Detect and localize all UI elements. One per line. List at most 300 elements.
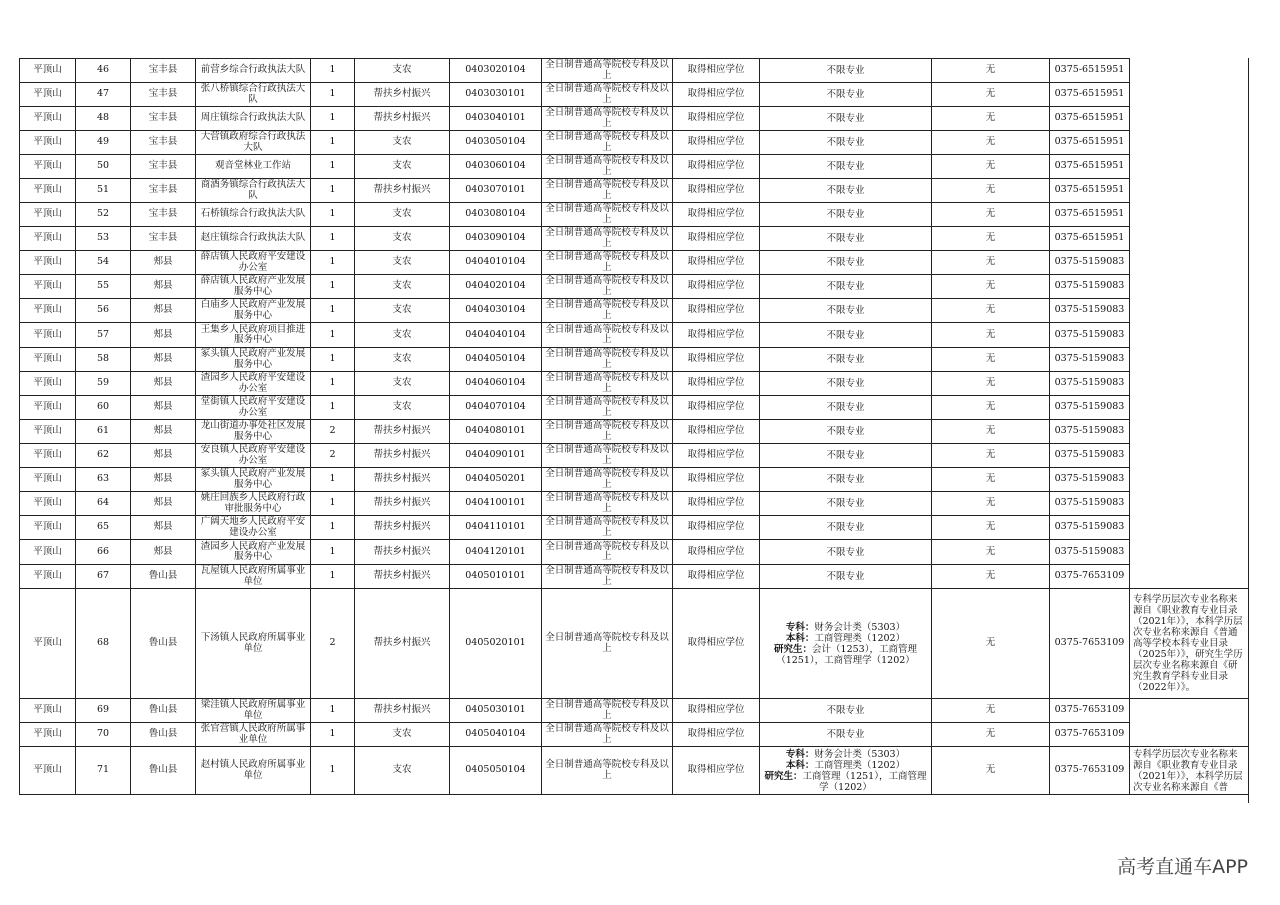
row-number-cell: 46	[76, 59, 131, 83]
county-cell: 宝丰县	[131, 155, 196, 179]
row-number-cell: 62	[76, 444, 131, 468]
row-number-cell: 71	[76, 747, 131, 795]
degree-cell: 取得相应学位	[673, 747, 760, 795]
other-requirement-cell: 无	[932, 299, 1050, 323]
education-cell: 全日制普通高等院校专科及以上	[542, 275, 673, 299]
post-type-cell: 帮扶乡村振兴	[355, 107, 450, 131]
education-cell: 全日制普通高等院校专科及以上	[542, 83, 673, 107]
other-requirement-cell: 无	[932, 468, 1050, 492]
post-type-cell: 帮扶乡村振兴	[355, 83, 450, 107]
row-number-cell: 64	[76, 492, 131, 516]
degree-cell: 取得相应学位	[673, 723, 760, 747]
other-requirement-cell: 无	[932, 59, 1050, 83]
degree-cell: 取得相应学位	[673, 420, 760, 444]
note-cell	[1130, 565, 1248, 589]
table-row	[20, 699, 1248, 723]
headcount-cell: 1	[311, 747, 355, 795]
education-cell: 全日制普通高等院校专科及以上	[542, 396, 673, 420]
phone-cell: 0375-5159083	[1050, 444, 1130, 468]
education-cell: 全日制普通高等院校专科及以上	[542, 179, 673, 203]
county-cell: 郏县	[131, 420, 196, 444]
unit-name-cell: 前营乡综合行政执法大队	[196, 59, 311, 83]
degree-cell: 取得相应学位	[673, 275, 760, 299]
note-cell	[1130, 299, 1248, 323]
table-row	[20, 468, 1248, 492]
post-code-cell: 0405010101	[450, 565, 542, 589]
county-cell: 宝丰县	[131, 83, 196, 107]
major-cell: 不限专业	[760, 107, 932, 131]
major-cell: 不限专业	[760, 251, 932, 275]
headcount-cell: 1	[311, 323, 355, 348]
major-cell: 不限专业	[760, 299, 932, 323]
table-body	[20, 59, 1248, 795]
table-row	[20, 251, 1248, 275]
note-cell	[1130, 227, 1248, 251]
degree-cell: 取得相应学位	[673, 83, 760, 107]
phone-cell: 0375-5159083	[1050, 251, 1130, 275]
unit-name-cell: 观音堂林业工作站	[196, 155, 311, 179]
major-cell: 不限专业	[760, 420, 932, 444]
table-row	[20, 131, 1248, 155]
county-cell: 郏县	[131, 444, 196, 468]
education-cell: 全日制普通高等院校专科及以上	[542, 299, 673, 323]
unit-name-cell: 石桥镇综合行政执法大队	[196, 203, 311, 227]
row-number-cell: 61	[76, 420, 131, 444]
unit-name-cell: 渣园乡人民政府产业发展服务中心	[196, 540, 311, 565]
major-level-label: 本科：	[785, 759, 815, 771]
table-row	[20, 723, 1248, 747]
post-code-cell: 0404110101	[450, 516, 542, 540]
post-code-cell: 0403070101	[450, 179, 542, 203]
major-level-label: 专科：	[785, 748, 815, 760]
county-cell: 宝丰县	[131, 203, 196, 227]
unit-name-cell: 龙山街道办事处社区发展服务中心	[196, 420, 311, 444]
city-cell: 平顶山	[20, 83, 76, 107]
table-row	[20, 565, 1248, 589]
table-row	[20, 396, 1248, 420]
table-row	[20, 179, 1248, 203]
education-cell: 全日制普通高等院校专科及以上	[542, 747, 673, 795]
education-cell: 全日制普通高等院校专科及以上	[542, 203, 673, 227]
other-requirement-cell: 无	[932, 492, 1050, 516]
row-number-cell: 63	[76, 468, 131, 492]
city-cell: 平顶山	[20, 420, 76, 444]
post-type-cell: 帮扶乡村振兴	[355, 179, 450, 203]
major-level-label: 专科：	[785, 621, 815, 633]
note-cell	[1130, 444, 1248, 468]
unit-name-cell: 下汤镇人民政府所属事业单位	[196, 589, 311, 699]
post-type-cell: 支农	[355, 299, 450, 323]
county-cell: 郏县	[131, 251, 196, 275]
phone-cell: 0375-6515951	[1050, 83, 1130, 107]
row-number-cell: 57	[76, 323, 131, 348]
city-cell: 平顶山	[20, 372, 76, 396]
post-type-cell: 帮扶乡村振兴	[355, 699, 450, 723]
row-number-cell: 66	[76, 540, 131, 565]
note-cell	[1130, 723, 1248, 747]
phone-cell: 0375-5159083	[1050, 372, 1130, 396]
city-cell: 平顶山	[20, 251, 76, 275]
post-type-cell: 帮扶乡村振兴	[355, 492, 450, 516]
headcount-cell: 1	[311, 492, 355, 516]
major-level-text: 财务会计类（5303）	[814, 621, 906, 633]
phone-cell: 0375-7653109	[1050, 699, 1130, 723]
phone-cell: 0375-7653109	[1050, 747, 1130, 795]
other-requirement-cell: 无	[932, 420, 1050, 444]
headcount-cell: 1	[311, 348, 355, 372]
note-cell	[1130, 83, 1248, 107]
headcount-cell: 1	[311, 179, 355, 203]
note-cell	[1130, 251, 1248, 275]
other-requirement-cell: 无	[932, 348, 1050, 372]
headcount-cell: 1	[311, 699, 355, 723]
other-requirement-cell: 无	[932, 589, 1050, 699]
unit-name-cell: 王集乡人民政府项目推进服务中心	[196, 323, 311, 348]
post-type-cell: 帮扶乡村振兴	[355, 516, 450, 540]
headcount-cell: 1	[311, 468, 355, 492]
city-cell: 平顶山	[20, 492, 76, 516]
degree-cell: 取得相应学位	[673, 589, 760, 699]
headcount-cell: 1	[311, 155, 355, 179]
degree-cell: 取得相应学位	[673, 699, 760, 723]
note-cell	[1130, 131, 1248, 155]
post-type-cell: 支农	[355, 59, 450, 83]
education-cell: 全日制普通高等院校专科及以上	[542, 420, 673, 444]
phone-cell: 0375-5159083	[1050, 299, 1130, 323]
post-code-cell: 0403030101	[450, 83, 542, 107]
post-type-cell: 帮扶乡村振兴	[355, 444, 450, 468]
county-cell: 郏县	[131, 396, 196, 420]
major-cell: 不限专业	[760, 227, 932, 251]
other-requirement-cell: 无	[932, 540, 1050, 565]
phone-cell: 0375-5159083	[1050, 323, 1130, 348]
city-cell: 平顶山	[20, 59, 76, 83]
major-level-text: 会计（1253），工商管理（1251），工商管理学（1202）	[776, 643, 917, 666]
post-code-cell: 0404090101	[450, 444, 542, 468]
major-cell: 不限专业	[760, 396, 932, 420]
unit-name-cell: 冢头镇人民政府产业发展服务中心	[196, 468, 311, 492]
degree-cell: 取得相应学位	[673, 251, 760, 275]
phone-cell: 0375-7653109	[1050, 723, 1130, 747]
table-row	[20, 227, 1248, 251]
county-cell: 郏县	[131, 516, 196, 540]
education-cell: 全日制普通高等院校专科及以上	[542, 492, 673, 516]
education-cell: 全日制普通高等院校专科及以上	[542, 251, 673, 275]
post-type-cell: 帮扶乡村振兴	[355, 565, 450, 589]
city-cell: 平顶山	[20, 275, 76, 299]
post-type-cell: 帮扶乡村振兴	[355, 540, 450, 565]
post-code-cell: 0403060104	[450, 155, 542, 179]
major-level-text: 工商管理（1251），工商管理学（1202）	[802, 770, 927, 793]
table-row	[20, 203, 1248, 227]
phone-cell: 0375-6515951	[1050, 131, 1130, 155]
education-cell: 全日制普通高等院校专科及以上	[542, 516, 673, 540]
other-requirement-cell: 无	[932, 723, 1050, 747]
post-code-cell: 0405030101	[450, 699, 542, 723]
county-cell: 郏县	[131, 492, 196, 516]
degree-cell: 取得相应学位	[673, 348, 760, 372]
unit-name-cell: 周庄镇综合行政执法大队	[196, 107, 311, 131]
other-requirement-cell: 无	[932, 444, 1050, 468]
degree-cell: 取得相应学位	[673, 565, 760, 589]
education-cell: 全日制普通高等院校专科及以上	[542, 589, 673, 699]
phone-cell: 0375-7653109	[1050, 589, 1130, 699]
degree-cell: 取得相应学位	[673, 444, 760, 468]
phone-cell: 0375-5159083	[1050, 492, 1130, 516]
degree-cell: 取得相应学位	[673, 59, 760, 83]
unit-name-cell: 薛店镇人民政府产业发展服务中心	[196, 275, 311, 299]
unit-name-cell: 赵庄镇综合行政执法大队	[196, 227, 311, 251]
major-cell: 不限专业	[760, 203, 932, 227]
note-cell	[1130, 323, 1248, 348]
county-cell: 郏县	[131, 540, 196, 565]
education-cell: 全日制普通高等院校专科及以上	[542, 565, 673, 589]
unit-name-cell: 广阔天地乡人民政府平安建设办公室	[196, 516, 311, 540]
major-cell: 不限专业	[760, 179, 932, 203]
post-type-cell: 支农	[355, 155, 450, 179]
row-number-cell: 60	[76, 396, 131, 420]
headcount-cell: 1	[311, 516, 355, 540]
city-cell: 平顶山	[20, 227, 76, 251]
phone-cell: 0375-5159083	[1050, 396, 1130, 420]
post-code-cell: 0403020104	[450, 59, 542, 83]
post-code-cell: 0404060104	[450, 372, 542, 396]
row-number-cell: 70	[76, 723, 131, 747]
note-cell	[1130, 275, 1248, 299]
county-cell: 郏县	[131, 323, 196, 348]
phone-cell: 0375-6515951	[1050, 59, 1130, 83]
county-cell: 郏县	[131, 468, 196, 492]
education-cell: 全日制普通高等院校专科及以上	[542, 468, 673, 492]
county-cell: 郏县	[131, 299, 196, 323]
headcount-cell: 1	[311, 299, 355, 323]
table-row	[20, 323, 1248, 348]
post-type-cell: 支农	[355, 131, 450, 155]
post-type-cell: 支农	[355, 723, 450, 747]
row-number-cell: 48	[76, 107, 131, 131]
unit-name-cell: 梁洼镇人民政府所属事业单位	[196, 699, 311, 723]
note-cell	[1130, 179, 1248, 203]
phone-cell: 0375-5159083	[1050, 275, 1130, 299]
education-cell: 全日制普通高等院校专科及以上	[542, 372, 673, 396]
major-cell: 不限专业	[760, 83, 932, 107]
county-cell: 宝丰县	[131, 227, 196, 251]
table-row	[20, 420, 1248, 444]
major-cell: 不限专业	[760, 275, 932, 299]
row-number-cell: 68	[76, 589, 131, 699]
degree-cell: 取得相应学位	[673, 323, 760, 348]
table-row	[20, 589, 1248, 699]
degree-cell: 取得相应学位	[673, 107, 760, 131]
headcount-cell: 2	[311, 589, 355, 699]
county-cell: 宝丰县	[131, 59, 196, 83]
row-number-cell: 69	[76, 699, 131, 723]
major-cell: 不限专业	[760, 323, 932, 348]
unit-name-cell: 商酒务镇综合行政执法大队	[196, 179, 311, 203]
degree-cell: 取得相应学位	[673, 396, 760, 420]
major-cell: 不限专业	[760, 565, 932, 589]
headcount-cell: 2	[311, 420, 355, 444]
row-number-cell: 47	[76, 83, 131, 107]
post-code-cell: 0404080101	[450, 420, 542, 444]
education-cell: 全日制普通高等院校专科及以上	[542, 155, 673, 179]
headcount-cell: 1	[311, 540, 355, 565]
table-row	[20, 444, 1248, 468]
post-type-cell: 支农	[355, 348, 450, 372]
city-cell: 平顶山	[20, 323, 76, 348]
education-cell: 全日制普通高等院校专科及以上	[542, 723, 673, 747]
post-code-cell: 0404020104	[450, 275, 542, 299]
other-requirement-cell: 无	[932, 107, 1050, 131]
row-number-cell: 58	[76, 348, 131, 372]
city-cell: 平顶山	[20, 396, 76, 420]
major-level-text: 财务会计类（5303）	[814, 748, 906, 760]
table-row	[20, 107, 1248, 131]
other-requirement-cell: 无	[932, 747, 1050, 795]
county-cell: 鲁山县	[131, 723, 196, 747]
other-requirement-cell: 无	[932, 699, 1050, 723]
row-number-cell: 65	[76, 516, 131, 540]
city-cell: 平顶山	[20, 348, 76, 372]
post-code-cell: 0403090104	[450, 227, 542, 251]
major-line	[762, 749, 929, 760]
major-cell	[760, 589, 932, 699]
note-cell	[1130, 699, 1248, 723]
degree-cell: 取得相应学位	[673, 131, 760, 155]
other-requirement-cell: 无	[932, 251, 1050, 275]
post-code-cell: 0404040104	[450, 323, 542, 348]
major-cell: 不限专业	[760, 131, 932, 155]
education-cell: 全日制普通高等院校专科及以上	[542, 348, 673, 372]
degree-cell: 取得相应学位	[673, 540, 760, 565]
education-cell: 全日制普通高等院校专科及以上	[542, 699, 673, 723]
other-requirement-cell: 无	[932, 227, 1050, 251]
county-cell: 鲁山县	[131, 747, 196, 795]
row-number-cell: 52	[76, 203, 131, 227]
other-requirement-cell: 无	[932, 203, 1050, 227]
note-cell	[1130, 203, 1248, 227]
unit-name-cell: 大营镇政府综合行政执法大队	[196, 131, 311, 155]
major-cell	[760, 747, 932, 795]
unit-name-cell: 瓦屋镇人民政府所属事业单位	[196, 565, 311, 589]
county-cell: 郏县	[131, 348, 196, 372]
headcount-cell: 1	[311, 227, 355, 251]
recruitment-table	[19, 58, 1248, 795]
table-row	[20, 348, 1248, 372]
post-type-cell: 支农	[355, 227, 450, 251]
county-cell: 鲁山县	[131, 699, 196, 723]
post-type-cell: 帮扶乡村振兴	[355, 468, 450, 492]
education-cell: 全日制普通高等院校专科及以上	[542, 444, 673, 468]
degree-cell: 取得相应学位	[673, 227, 760, 251]
major-line	[762, 644, 929, 666]
table-row	[20, 516, 1248, 540]
education-cell: 全日制普通高等院校专科及以上	[542, 59, 673, 83]
post-code-cell: 0405020101	[450, 589, 542, 699]
headcount-cell: 1	[311, 83, 355, 107]
row-number-cell: 59	[76, 372, 131, 396]
education-cell: 全日制普通高等院校专科及以上	[542, 227, 673, 251]
headcount-cell: 1	[311, 565, 355, 589]
post-type-cell: 支农	[355, 396, 450, 420]
post-type-cell: 支农	[355, 323, 450, 348]
note-cell	[1130, 59, 1248, 83]
row-number-cell: 67	[76, 565, 131, 589]
other-requirement-cell: 无	[932, 179, 1050, 203]
headcount-cell: 2	[311, 444, 355, 468]
row-number-cell: 50	[76, 155, 131, 179]
post-code-cell: 0403040101	[450, 107, 542, 131]
phone-cell: 0375-6515951	[1050, 107, 1130, 131]
city-cell: 平顶山	[20, 107, 76, 131]
note-cell	[1130, 516, 1248, 540]
phone-cell: 0375-5159083	[1050, 540, 1130, 565]
unit-name-cell: 姚庄回族乡人民政府行政审批服务中心	[196, 492, 311, 516]
education-cell: 全日制普通高等院校专科及以上	[542, 131, 673, 155]
city-cell: 平顶山	[20, 203, 76, 227]
unit-name-cell: 赵村镇人民政府所属事业单位	[196, 747, 311, 795]
major-cell: 不限专业	[760, 155, 932, 179]
major-cell: 不限专业	[760, 468, 932, 492]
table-row	[20, 83, 1248, 107]
row-number-cell: 55	[76, 275, 131, 299]
major-cell: 不限专业	[760, 492, 932, 516]
post-code-cell: 0404100101	[450, 492, 542, 516]
table-row	[20, 299, 1248, 323]
note-cell	[1130, 107, 1248, 131]
major-cell: 不限专业	[760, 59, 932, 83]
table-row	[20, 155, 1248, 179]
major-level-text: 工商管理类（1202）	[814, 759, 906, 771]
post-code-cell: 0403050104	[450, 131, 542, 155]
phone-cell: 0375-5159083	[1050, 468, 1130, 492]
note-cell	[1130, 540, 1248, 565]
county-cell: 宝丰县	[131, 131, 196, 155]
unit-name-cell: 渣园乡人民政府平安建设办公室	[196, 372, 311, 396]
note-cell	[1130, 372, 1248, 396]
county-cell: 宝丰县	[131, 179, 196, 203]
watermark-text: 高考直通车APP	[1117, 856, 1248, 878]
phone-cell: 0375-5159083	[1050, 348, 1130, 372]
row-number-cell: 49	[76, 131, 131, 155]
city-cell: 平顶山	[20, 589, 76, 699]
county-cell: 郏县	[131, 372, 196, 396]
education-cell: 全日制普通高等院校专科及以上	[542, 540, 673, 565]
post-type-cell: 支农	[355, 372, 450, 396]
post-type-cell: 帮扶乡村振兴	[355, 589, 450, 699]
other-requirement-cell: 无	[932, 83, 1050, 107]
table-row	[20, 275, 1248, 299]
note-cell	[1130, 348, 1248, 372]
unit-name-cell: 张八桥镇综合行政执法大队	[196, 83, 311, 107]
post-type-cell: 支农	[355, 747, 450, 795]
other-requirement-cell: 无	[932, 516, 1050, 540]
post-code-cell: 0404050104	[450, 348, 542, 372]
table-row	[20, 59, 1248, 83]
major-level-text: 工商管理类（1202）	[814, 632, 906, 644]
table-row	[20, 540, 1248, 565]
headcount-cell: 1	[311, 131, 355, 155]
other-requirement-cell: 无	[932, 396, 1050, 420]
post-code-cell: 0404030104	[450, 299, 542, 323]
headcount-cell: 1	[311, 59, 355, 83]
headcount-cell: 1	[311, 203, 355, 227]
degree-cell: 取得相应学位	[673, 468, 760, 492]
post-code-cell: 0405050104	[450, 747, 542, 795]
table-row	[20, 492, 1248, 516]
degree-cell: 取得相应学位	[673, 492, 760, 516]
other-requirement-cell: 无	[932, 323, 1050, 348]
